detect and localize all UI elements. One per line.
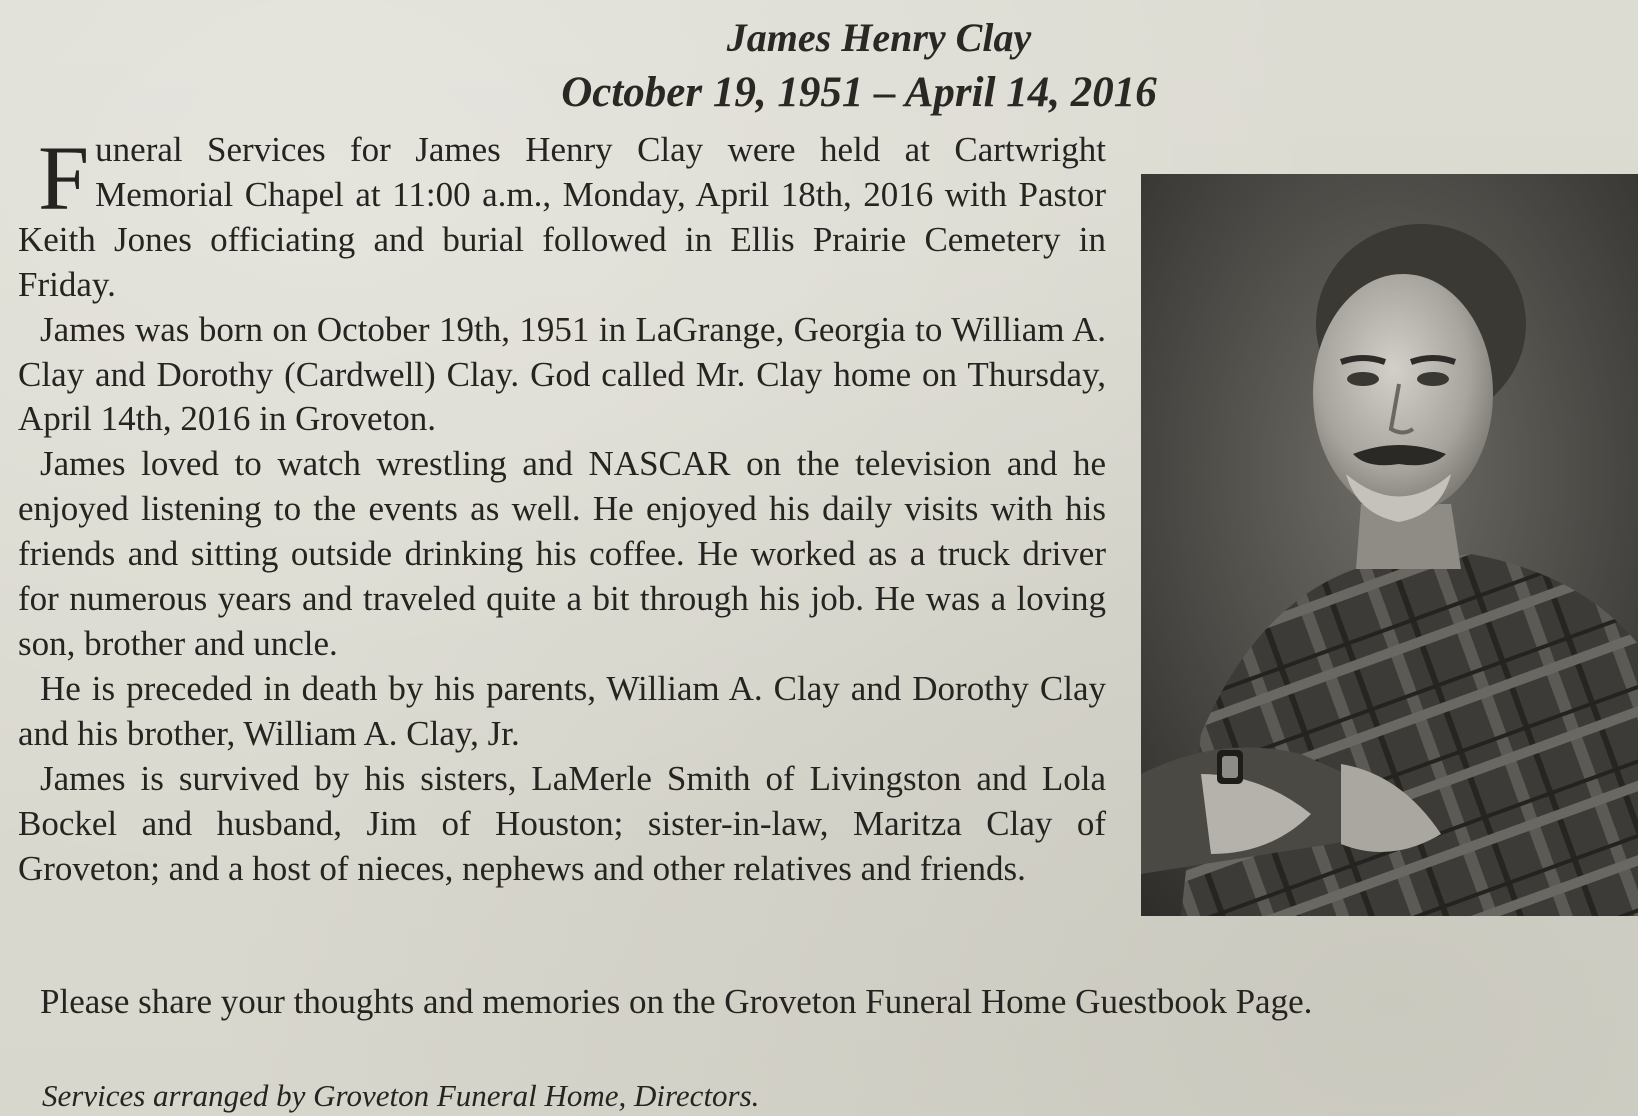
portrait-photo bbox=[1141, 174, 1638, 916]
obituary-paragraph-preceded: He is preceded in death by his parents, William A. Clay and Dorothy Clay and his brother, William A. Clay, Jr. bbox=[18, 668, 1106, 753]
paragraph-text: uneral Services for James Henry Clay were held at Cartwright Memorial Chapel at 11:00 a.m., Monday, April 18th, 2016 with Pastor Keith Jones officiating and burial followed in Ellis Prairie Cemetery in Friday. bbox=[18, 130, 1106, 304]
obituary-paragraph-life: James loved to watch wrestling and NASCAR on the television and he enjoyed listening to the events as well. He enjoyed his daily visits with his friends and sitting outside drinking his coffee. He worked as a truck driver for numerous years and traveled quite a bit through his job. He was a loving son, brother and uncle. bbox=[18, 444, 1106, 663]
obituary-dates-heading: October 19, 1951 – April 14, 2016 bbox=[561, 69, 1157, 116]
guestbook-share-line: Please share your thoughts and memories on the Groveton Funeral Home Guestbook Page. bbox=[40, 982, 1313, 1021]
portrait-illustration bbox=[1141, 174, 1638, 916]
obituary-paragraph-survived: James is survived by his sisters, LaMerle Smith of Livingston and Lola Bockel and husband, Jim of Houston; sister-in-law, Maritza Clay of Groveton; and a host of nieces, nephews and other relatives and friends. bbox=[18, 758, 1106, 888]
obituary-body bbox=[18, 128, 1106, 891]
obituary-paragraph-birth: James was born on October 19th, 1951 in LaGrange, Georgia to William A. Clay and Dorothy (Cardwell) Clay. God called Mr. Clay home on Thursday, April 14th, 2016 in Groveton. bbox=[18, 309, 1106, 439]
obituary-paragraph-services bbox=[18, 128, 1106, 308]
obituary-name-heading: James Henry Clay bbox=[726, 15, 1032, 60]
services-arranged-footer: Services arranged by Groveton Funeral Home, Directors. bbox=[42, 1078, 760, 1113]
drop-cap-letter: F bbox=[38, 127, 90, 229]
